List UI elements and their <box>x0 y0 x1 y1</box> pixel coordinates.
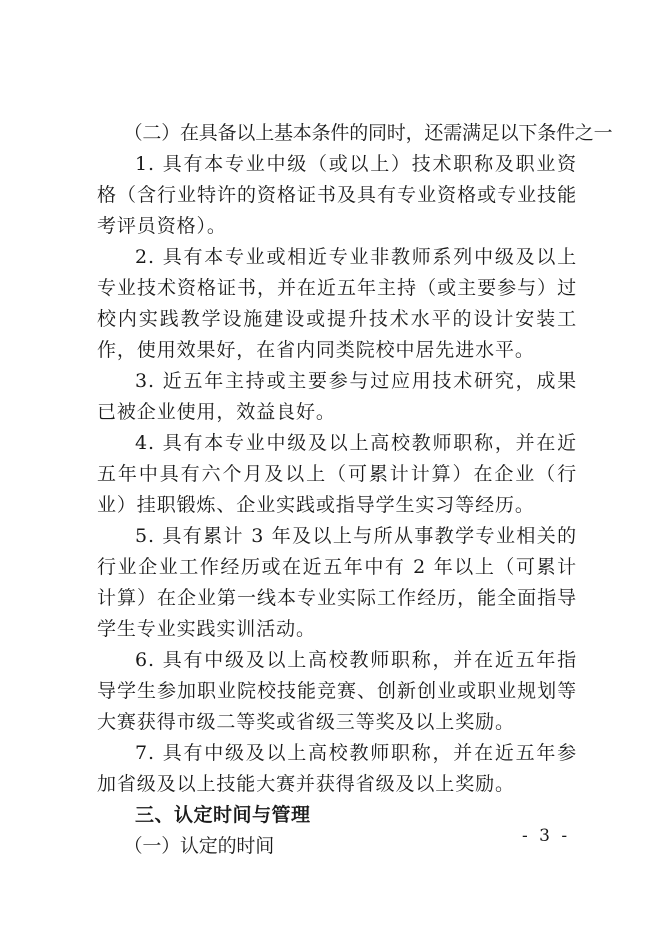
subsection-two-intro: （二）在具备以上基本条件的同时，还需满足以下条件之一 <box>123 122 613 144</box>
condition-item-5: 5. 具有累计 3 年及以上与所从事教学专业相关的行业企业工作经历或在近五年中有 2 年以上（可累计计算）在企业第一线本专业实际工作经历，能全面指导学生专业实践实训活动。 <box>97 525 577 640</box>
condition-item-3: 3. 近五年主持或主要参与过应用技术研究，成果已被企业使用，效益良好。 <box>97 370 577 423</box>
condition-item-1: 1. 具有本专业中级（或以上）技术职称及职业资格（含行业特许的资格证书及具有专业资格或专业技能考评员资格）。 <box>97 153 577 237</box>
condition-item-2: 2. 具有本专业或相近专业非教师系列中级及以上专业技术资格证书，并在近五年主持（或主要参与）过校内实践教学设施建设或提升技术水平的设计安装工作，使用效果好，在省内同类院校中居先进水平。 <box>97 246 577 361</box>
section-heading: 三、认定时间与管理 <box>135 804 311 826</box>
document-body <box>97 118 613 862</box>
page-number: - 3 - <box>522 826 571 846</box>
condition-item-7: 7. 具有中级及以上高校教师职称，并在近五年参加省级及以上技能大赛并获得省级及以上奖励。 <box>97 742 577 795</box>
subsection-heading: （一）认定的时间 <box>123 835 274 857</box>
condition-item-4: 4. 具有本专业中级及以上高校教师职称，并在近五年中具有六个月及以上（可累计计算）在企业（行业）挂职锻炼、企业实践或指导学生实习等经历。 <box>97 432 577 516</box>
condition-item-6: 6. 具有中级及以上高校教师职称，并在近五年指导学生参加职业院校技能竞赛、创新创业或职业规划等大赛获得市级二等奖或省级三等奖及以上奖励。 <box>97 649 577 733</box>
